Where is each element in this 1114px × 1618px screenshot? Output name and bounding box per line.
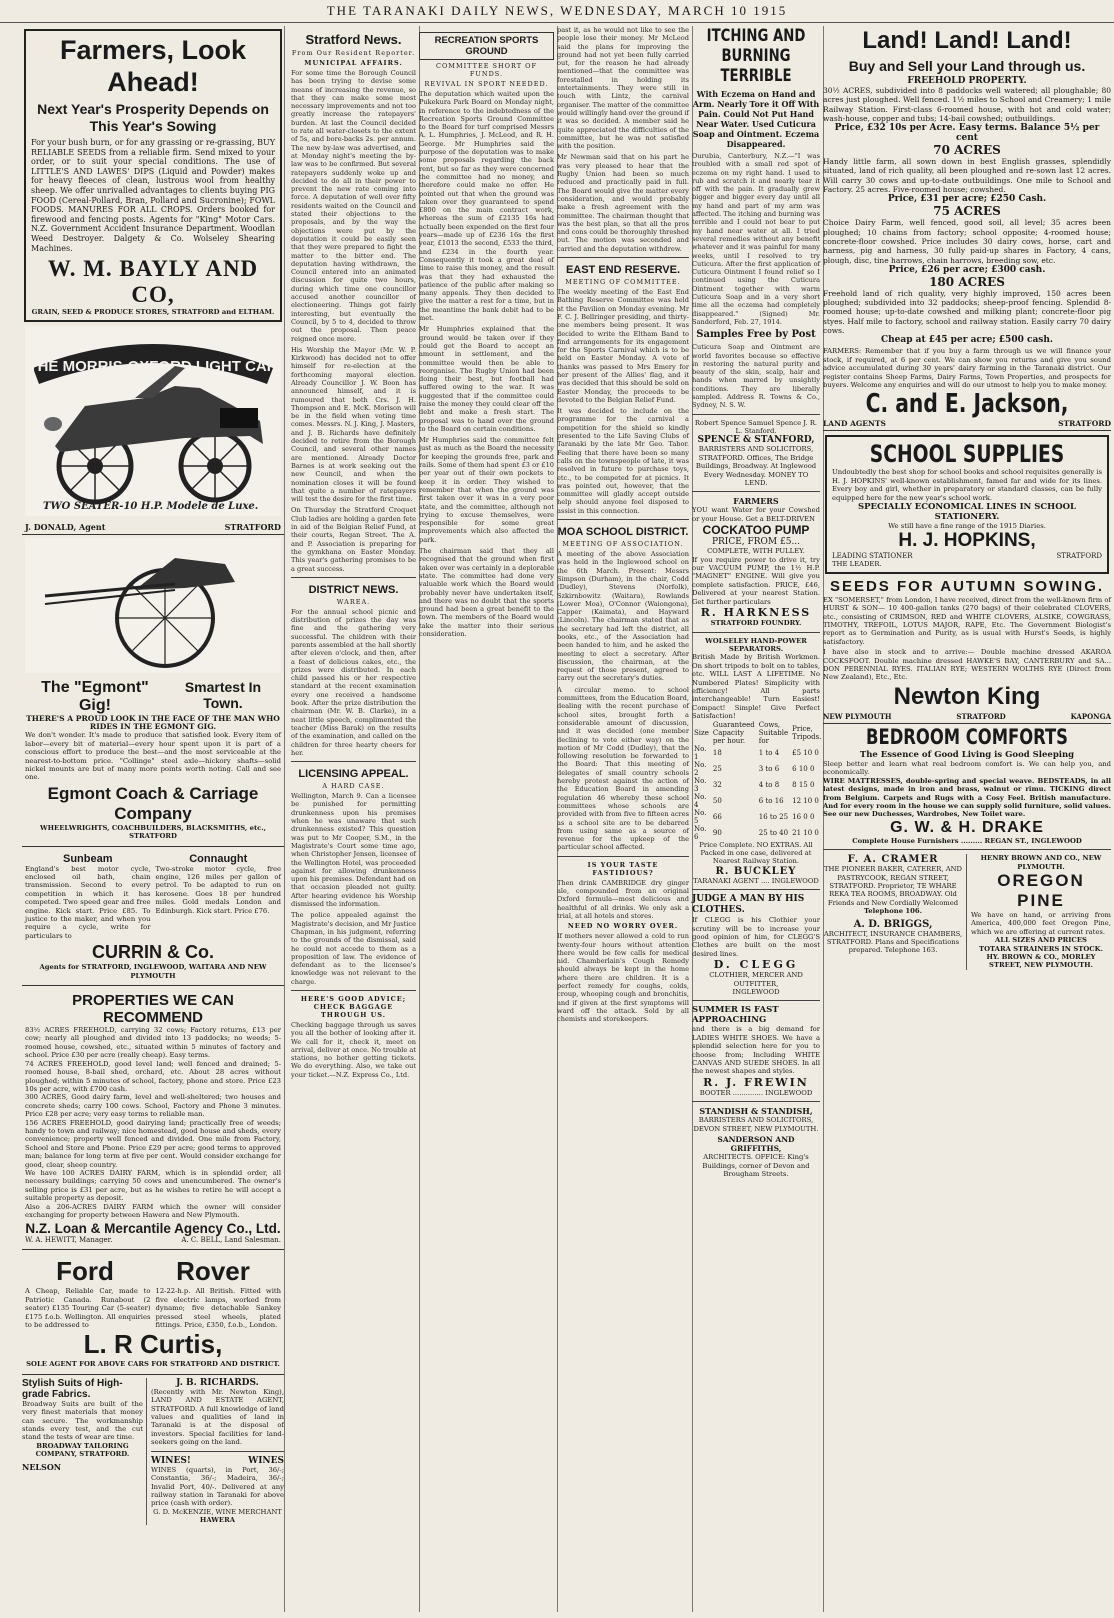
price-3: Price, £26 per acre; £300 cash. bbox=[888, 264, 1046, 275]
curtis-firm: L. R Curtis, bbox=[83, 1329, 223, 1360]
itching-title: ITCHING AND BURNING TERRIBLE bbox=[706, 26, 806, 86]
school-ad bbox=[825, 435, 1109, 573]
table-cell: 6 to 16 bbox=[758, 796, 784, 805]
table-cell: 50 bbox=[712, 796, 722, 805]
school-special: SPECIALLY ECONOMICAL LINES IN SCHOOL STATIONERY. bbox=[857, 502, 1076, 522]
gig-body: We don't wonder. It's made to produce that satisfied look. Every item of labor—every bit of material—every hour spent upon it is part of a conscious effort to produce the best—and the most serviceable at the nearest-to-bottom price. "Collinge" steel axle—hickory shafts—solid nickel mounts are but of many more points worth noting. Call and see one. bbox=[25, 731, 281, 782]
foundry: STRATFORD FOUNDRY. bbox=[710, 619, 802, 628]
wines-body: WINES (quarts), in Port, 36/-; Constantia, 36/-; Madeira, 36/-; Invalid Port, 40/-. Delivered at any railway station in Taranaki for above price (cash with order). bbox=[150, 1465, 284, 1508]
summer-body: and there is a big demand for LADIES WHITE SHOES. We have a splendid selection here for you to choose from; Including WHITE CANVAS AND SUEDE SHOES. In all the newest shapes and styles. bbox=[692, 1025, 820, 1076]
wolseley-body: British Made by British Workmen. On short tripods to bolt on to tables, etc. WILL LAST A LIFETIME. No Numbered Plates! Simplicity with efficiency! All parts interchangeable! Turn Easiest! Compact! Simple! Give Perfect Satisfaction! bbox=[692, 653, 820, 721]
price-2: Price, £31 per acre; £250 Cash. bbox=[887, 194, 1047, 205]
east-end-article-1: The weekly meeting of the East End Bathing Reserve Committee was held at the Pavilion on Monday evening. Mr F. C. J. Bellringer presiding, and thirty-one members being present. It was decided to write the Eltham Band to find arrangements for its engagement for the Sports Carnival which is to be held on Easter Monday. A vote of thanks was passed to Mrs Emery for her present of the Allies' flag, and it was decided that this should be sold on Easter Monday, the proceeds to be devoted to the Belgian Relief Fund. bbox=[557, 288, 689, 404]
moa-article-1: A meeting of the above Association was held in the Inglewood school on the 6th March. Present: Messrs Simpson (Durham), in the chair, Codd (Dudley), Stevens (Norfolk), Szkirnbowitz (Waitara), Rowlands (Lower Moa), O'Connor (Waiongona), Capper (Kaimata), and Hayward (Lincoln). The chairman stated that as the secretary had left the district, all books, etc., of the Association had been handed to him, and he asked the meeting to elect a secretary. After discussion, the chairman, at the request of those present, agreed to carry out the secretary's duties. bbox=[557, 550, 689, 683]
separator-table bbox=[692, 721, 823, 841]
tailoring-firm: BROADWAY TAILORING COMPANY, STRATFORD. bbox=[35, 1441, 130, 1459]
table-row bbox=[692, 825, 823, 841]
footer-note: NELSON bbox=[22, 1461, 62, 1472]
bedroom-title: BEDROOM COMFORTS bbox=[866, 724, 1068, 749]
land-item-2: Handy little farm, all sown down in best English grasses, splendidly situated, land of rich quality, all been ploughed and re-sown last 12 acres. Will carry 30 cows and up-to-date outbuildings. One mile to School and Factory. 25 acres. Five-roomed house; cowshed. bbox=[823, 157, 1111, 195]
properties-ad bbox=[22, 989, 284, 1250]
licensing-article-1: Wellington, March 9. Can a licensee be punished for permitting drunkenness upon his premises when he was unaware that such drunkenness existed? This question was put to Mr Cooper, S.M., in the Magistrate's Court some time ago, when Christopher Jensen, licensee of the Wellington Hotel, was proceeded against for allowing drunkenness upon his premises. Defendant had on that occasion pleaded not guilty. After hearing evidence his Worship dismissed the information. bbox=[291, 792, 416, 909]
oregon-body: We have on hand, or arriving from America, 400,000 feet Oregon Pine, which we are offering at current rates. bbox=[971, 910, 1111, 936]
nzloan-firm: N.Z. Loan & Mercantile Agency Co., Ltd. bbox=[25, 1221, 281, 1237]
curtis-footer: SOLE AGENT FOR ABOVE CARS FOR STRATFORD AND DISTRICT. bbox=[26, 1360, 280, 1369]
sunbeam-body: England's best motor cycle, enclosed oil bath, chain transmission. Second to every competition in which it has competed. Two speed gear and free engine. Kick start. Price £85. To justice to the maker, and when you require a cycle, write for particulars to bbox=[25, 864, 151, 940]
briggs: A. D. BRIGGS, bbox=[853, 918, 933, 930]
municipal-article-2: His Worship the Mayor (Mr. W. P. Kirkwood) has decided not to offer himself for re-election at the forthcoming mayoral election. Already Councillor J. W. Boon has announced himself, and it is rumoured that both Crs. J. H. Thompson and E. McK. Morison will be in the field when voting time comes. Messrs. N. J. King, J. Masters, and J. B. Richards have definitely decided to retire from the Borough Council, and several other names are mentioned. Already Doctor Barnes is at work seeking out the new Council, and when the nomination closes it will be found that quite a number of ratepayers will test the desire for the first time. bbox=[291, 345, 416, 504]
property-1: 83½ ACRES FREEHOLD, carrying 32 cows; Factory returns, £13 per cow; nearly all ploughed and divided into 13 paddocks; no weeds; 5-roomed house, cowshed, etc., situated within 5 minutes of factory and school. Price £30 per acre (really cheap). Easy terms. bbox=[25, 1026, 281, 1060]
sanderson: SANDERSON AND GRIFFITHS, bbox=[717, 1135, 795, 1154]
cycles-ad bbox=[22, 850, 284, 986]
seeds-body: EX "SOMERSET," from London, I have received, direct from the well-known firm of HURST & SON— 10 400-gallon tanks (270 bags) of their celebrated CLOVERS, etc., consisting of CRIMSON, RED and WHITE CLOVERS, ALSIKE, COWGRASS, TIMOTHY, TREFOIL, LOTUS MAJOR, RAPE, Etc. The Government Biologist's report as to Germination and Purity, as is usual with Hurst's Seeds, is highly satisfactory. bbox=[823, 595, 1111, 646]
gig-drawing bbox=[25, 538, 281, 673]
gig-name: The "Egmont" Gig! bbox=[41, 678, 149, 714]
seeds-stock: I have also in stock and to arrive:— Double machine dressed AKAROA COCKSFOOT. Double machine dressed HAWKE'S BAY, CANTERBURY and SA... DON PERENNIAL RYES. ITALIAN RYE; WESTERN WOLTHS RYE (Direct from New Zealand), Etc., Etc. bbox=[823, 648, 1111, 682]
connaught-body: Two-stroke motor cycle, free engine, 126 miles per gallon of petrol. To be adapted to run on kerosene. Goes 18 per hundred miles. Gold medals London and Edinburgh. Kick start. Price £76. bbox=[155, 864, 281, 915]
car-town: STRATFORD bbox=[224, 521, 281, 532]
car-illustration bbox=[25, 326, 281, 516]
land-item-4: Freehold land of rich quality, very highly improved, 150 acres been ploughed; subdivided into 32 paddocks; sheep-proof fencing. Splendid 8-roomed house; up-to-date cowshed and milking plant; concrete-floor pig styes. Half mile to factory, school and railway station. Easily carry 70 dairy cows. bbox=[823, 288, 1111, 336]
table-cell: 25 to 40 bbox=[758, 828, 789, 837]
licensing-sub: A HARD CASE. bbox=[322, 782, 385, 791]
car-model: TWO SEATER-10 H.P. Modele de Luxe. bbox=[43, 500, 259, 512]
farmers-sub: Next Year's Prosperity Depends on This Year's Sowing bbox=[37, 101, 269, 134]
car-banner: THE MORRIS-OXFORD LIGHT CAR bbox=[28, 357, 278, 375]
jackson-right: STRATFORD bbox=[1058, 419, 1111, 429]
worry-title: NEED NO WORRY OVER. bbox=[567, 922, 679, 931]
wines-title-right: WINES bbox=[248, 1455, 284, 1466]
hopkins-town: STRATFORD bbox=[1056, 552, 1102, 561]
pump-sub: COMPLETE, WITH PULLEY. bbox=[707, 547, 805, 556]
wines-town: HAWERA bbox=[199, 1516, 236, 1525]
drake-firm: G. W. & H. DRAKE bbox=[890, 818, 1044, 836]
farmers-title-c5: FARMERS bbox=[733, 496, 779, 507]
table-head-cell: Size bbox=[694, 728, 709, 737]
currin-agents: Agents for STRATFORD, INGLEWOOD, WAITARA AND NEW PLYMOUTH bbox=[39, 963, 267, 980]
stratford-byline: From Our Resident Reporter. bbox=[291, 49, 416, 57]
clegg: D. CLEGG bbox=[713, 958, 799, 972]
municipal-section: MUNICIPAL AFFAIRS. bbox=[304, 59, 403, 67]
nzloan-manager: W. A. HEWITT, Manager. bbox=[25, 1236, 113, 1245]
land-sub: Buy and Sell your Land through us. bbox=[848, 58, 1086, 74]
briggs-body: ARCHITECT, INSURANCE CHAMBERS, STRATFORD. Plans and Specifications prepared. Telephone 163. bbox=[823, 929, 963, 955]
table-note: Price Complete. NO EXTRAS. All Packed in one case, delivered at Nearest Railway Station. bbox=[699, 840, 813, 866]
table-cell: No. 6 bbox=[694, 824, 707, 841]
farmers-title: Farmers, Look Ahead! bbox=[59, 35, 247, 97]
harkness: R. HARKNESS bbox=[700, 606, 812, 620]
tailoring-title: Stylish Suits of High-grade Fabrics. bbox=[22, 1377, 123, 1400]
recreation-article-2: Mr Humphries explained that the ground would be taken over if they could get the Board to accept an amount in settlement, and the committee would then be able to reorganise. The Rugby Union had been doing their best, but football had suffered owing to the war. It was suggested that if the committee could raise the money they could clear off the debt and make a fresh start. The proposal was to hand over the ground to the Board on certain conditions. bbox=[419, 325, 554, 433]
gig-tag: Smartest In Town. bbox=[184, 678, 262, 711]
licensing-article-2: The police appealed against the Magistrate's decision, and Mr Justice Chapman, in his judgment, referring to the grounds of the dismissal, said he could not accede to them as a proposition of law. The evidence of defendant as to the licensee's knowledge was not relevant to the charge. bbox=[291, 911, 416, 986]
standish-body: BARRISTERS AND SOLICITORS, DEVON STREET, NEW PLYMOUTH. bbox=[693, 1116, 819, 1133]
school-body: Undoubtedly the best shop for school books and school requisites generally is H. J. HOPKINS' well-known establishment, famed far and wide for its lines. Every boy and girl, whether in preparatory or standard classes, can be fully equipped here for the new year's school work. bbox=[832, 468, 1102, 502]
sanderson-body: ARCHITECTS. OFFICE: King's Buildings, corner of Devon and Brougham Streets. bbox=[702, 1153, 810, 1178]
moa-article-2: A circular memo. to school committees, from the Education Board, dealing with the recent purchase of school sites, brought forth a considerable amount of discussion, and it was decided (one member declining to vote either way) on the motion of Mr Codd (Dudley), that the following resolution be forwarded to the Board: That this meeting of delegates of small country schools hereby protest against the action of the Education Board in amending regulation 46 whereby these school committees whose schools are provided with from five to fifteen acres as a school site are to be debarred from using same as a source of revenue for the upkeep of the particular school affected. bbox=[557, 685, 689, 852]
table-cell: 16 to 25 bbox=[758, 812, 789, 821]
hbrown: HY. BROWN & CO., MORLEY STREET, NEW PLYMOUTH. bbox=[986, 952, 1096, 970]
properties-title: PROPERTIES WE CAN RECOMMEND bbox=[72, 992, 234, 1027]
recreation-sub-2: REVIVAL IN SPORT NEEDED. bbox=[424, 80, 549, 88]
rover-title: Rover bbox=[176, 1256, 250, 1287]
table-cell: No. 1 bbox=[694, 744, 707, 761]
bedroom-body: Sleep better and learn what real bedroom comfort is. We can help you, and economically. bbox=[823, 759, 1111, 777]
municipal-article-1: For some time the Borough Council has been trying to devise some means of increasing the revenue, so that they can make some most necessary improvements and not too greatly increase the ratepayers' burden. At last the Council decided to rate all water-closets to the extent of 5s, and bore-backs 2s. per annum. The new by-law was advertised, and at Monday night's meeting the by-law was to be confirmed. But several ratepayers suddenly woke up and decided to do all in their power to prevent the new rate coming into force. A deputation of well over fifty residents waited on the Council and stated their objections to the proposals, and by the way the objections were put by the deputation it could be easily seen that they were prepared to fight the matter to the bitter end. The deputation having withdrawn, the Council entered into an animated discussion for quite two hours, during which time one councillor accused another councillor of electioneering. Things got fairly interesting, but eventually the Council, by 5 to 4, decided to throw out the proposal. Then peace reigned once more. bbox=[291, 69, 416, 343]
farmers-intro: YOU want Water for your Cowshed or your House. Get a BELT-DRIVEN bbox=[692, 506, 820, 523]
table-row bbox=[692, 809, 823, 825]
municipal-article-3: On Thursday the Stratford Croquet Club ladies are holding a garden fete in aid of the Belgian Relief Fund, at their courts, Regan Street. The A. and P. Association is preparing for the gymkhana on Easter Monday. This year's gathering promises to be a great success. bbox=[291, 506, 416, 573]
moa-sub: MEETING OF ASSOCIATION. bbox=[562, 540, 684, 549]
connaught-title: Connaught bbox=[189, 852, 248, 865]
currin-firm: CURRIN & Co. bbox=[92, 942, 214, 963]
recreation-sub-1: COMMITTEE SHORT OF FUNDS. bbox=[436, 62, 537, 78]
pump-title: COCKATOO PUMP bbox=[702, 523, 810, 538]
pump-price: PRICE, FROM £5... bbox=[711, 537, 801, 548]
table-cell: No. 2 bbox=[694, 760, 707, 777]
freehold-title: FREEHOLD PROPERTY. bbox=[907, 76, 1027, 86]
acres-70: 70 ACRES bbox=[933, 143, 1001, 158]
jackson-left: LAND AGENTS bbox=[823, 419, 886, 429]
column-3 bbox=[416, 26, 558, 1612]
car-agent: J. DONALD, Agent bbox=[25, 521, 106, 532]
table-row bbox=[692, 745, 823, 761]
table-head-cell: Price, Tripods. bbox=[792, 724, 822, 741]
newton-left: NEW PLYMOUTH bbox=[823, 711, 892, 721]
table-cell: 25 bbox=[712, 764, 722, 773]
school-title: SCHOOL SUPPLIES bbox=[869, 440, 1065, 469]
school-diaries: We still have a fine range of the 1915 Diaries. bbox=[888, 522, 1046, 530]
east-end-title: EAST END RESERVE. bbox=[565, 264, 681, 277]
table-cell: 1 to 4 bbox=[758, 748, 780, 757]
table-cell: No. 3 bbox=[694, 776, 707, 793]
gig-ad bbox=[22, 676, 284, 847]
tailoring-body: Broadway Suits are built of the very finest materials that money can secure. The workmanship stands every test, and the cut stand the tests of wear are time. bbox=[22, 1399, 143, 1442]
itching-sub: With Eczema on Hand and Arm. Nearly Tore it Off With Pain. Could Not Put Hand Near Water. Used Cuticura Soap and Ointment. Eczema Disappeared. bbox=[692, 89, 820, 149]
acres-75: 75 ACRES bbox=[933, 204, 1001, 219]
property-5: We have 100 ACRES DAIRY FARM, which is in splendid order, all necessary buildings; carrying 50 cows and unencumbered. The owner's selling price is £31 per acre, but as he wishes to retire he will accept a suitable property as deposit. bbox=[25, 1168, 281, 1203]
ford-rover-ad bbox=[22, 1253, 284, 1374]
frewin-trade: BOOTER .............. INGLEWOOD bbox=[699, 1088, 813, 1097]
price-1: Price, £32 10s per Acre. Easy terms. Balance 5½ per cent bbox=[834, 123, 1100, 144]
table-cell: 6 10 0 bbox=[792, 764, 815, 773]
cramer-phone: Telephone 106. bbox=[864, 907, 922, 916]
samples-title: Samples Free by Post bbox=[696, 329, 816, 341]
table-row bbox=[692, 761, 823, 777]
tailoring-ad bbox=[22, 1378, 147, 1525]
table-cell: 12 10 0 bbox=[792, 796, 819, 805]
baggage-title: HERE'S GOOD ADVICE; CHECK BAGGAGE THROUGH US. bbox=[300, 994, 407, 1019]
judge-body: If CLEGG is his Clothier your scrutiny will be to increase your good opinion of him, for CLEGG'S Clothes are built on the most desired lines. bbox=[692, 916, 820, 958]
east-end-sub: MEETING OF COMMITTEE. bbox=[565, 278, 681, 287]
column-6 bbox=[820, 26, 1114, 1612]
lawyers-body: BARRISTERS AND SOLICITORS, STRATFORD. Offices, The Bridge Buildings, Broadway. At Inglewood Every Wednesday. MONEY TO LEND. bbox=[695, 445, 817, 488]
table-cell: 21 10 0 bbox=[792, 828, 819, 837]
buckley-addr: TARANAKI AGENT .... INGLEWOOD bbox=[693, 876, 819, 885]
cramer-body: THE PIONEER BAKER, CATERER, AND PASTRYCOOK, REGAN STREET, STRATFORD. Proprietor, TE WHARE REKA TEA ROOMS, BROADWAY. Old Friends and New Cordially Welcomed bbox=[824, 865, 962, 907]
table-cell: 3 to 6 bbox=[758, 764, 780, 773]
newton-mid: STRATFORD bbox=[956, 711, 1006, 721]
bedroom-lines: WIRE MATTRESSES, double-spring and special weave. BEDSTEADS, in all latest designs, made in iron and brass, walnut or rimu. TICKING direct from Belgium. Carpets and Rugs with a Cosy Feel. British manufacture. And for every room in the house we can supply solid furniture, solid values. See our new Duchesses, Wardrobes, New Toilet ware. bbox=[823, 776, 1111, 819]
taste-title: IS YOUR TASTE FASTIDIOUS? bbox=[587, 860, 659, 877]
masthead: THE TARANAKI DAILY NEWS, WEDNESDAY, MARCH 10 1915 bbox=[0, 0, 1114, 23]
lawyers-firm: SPENCE & STANFORD, bbox=[697, 435, 815, 446]
table-cell: 8 15 0 bbox=[792, 780, 815, 789]
table-cell: 32 bbox=[712, 780, 722, 789]
land-title: Land! Land! Land! bbox=[862, 27, 1072, 54]
baggage-article: Checking baggage through us saves you all the bother of looking after it. We call for it, check it, meet on arrival, deliver at once. No trouble at stations, no bother getting tickets. We do everything. Also, we take out your ticket.—N.Z. Express Co., Ltd. bbox=[291, 1020, 416, 1079]
worry-article: If mothers never allowed a cold to run twenty-four hours without attention there would be few calls for medical aid. Chamberlain's Cough Remedy should always be kept in the home where there are children. It is a perfect remedy for coughs, colds, croup, whooping cough and bronchitis, and if given at the first symptoms will ward off the attack. Sold by all chemists and storekeepers. bbox=[557, 932, 689, 1024]
warea-place: WAREA. bbox=[336, 597, 371, 606]
wolseley-title: WOLSELEY HAND-POWER SEPARATORS. bbox=[705, 636, 807, 653]
wines-firm: G. D. McKENZIE, WINE MERCHANT bbox=[153, 1507, 282, 1516]
hopkins-the: THE LEADER. bbox=[832, 560, 882, 569]
hopkins-sub: LEADING STATIONER bbox=[832, 552, 913, 561]
table-head-cell: Cows, Suitable for bbox=[758, 720, 789, 745]
east-end-article-2: It was decided to include on the programme for the carnival a competition for the shield so kindly presented to the Life Saving Clubs of Taranaki by the late Mr Geo. Tabor. Feeling that there have been so many calls on the townspeople of late, it was resolved in future to purchase toys, etc., to be competed for at picnics. It was pointed out, however, that the committee will gladly accept outside help should anyone feel disposed to assist in this connection. bbox=[557, 407, 689, 515]
table-cell: 4 to 8 bbox=[758, 780, 780, 789]
table-cell: 18 bbox=[712, 748, 722, 757]
warea-article: For the annual school picnic and distribution of prizes the day was fine and the gathering very successful. The children with their parents assembled at the hall shortly after eleven o'clock, and then, after a feast of delicious cakes, etc., the prizes were distributed. In each child passed his or her respective standard at the recent examination every one received a handsome book. After the prize distribution the chairman (Mr. W. B. Clarke), in a neat little speech, complimented the teacher (Miss Barak) on the results of the examination, and called on the children for three hearty cheers for her. bbox=[291, 607, 416, 757]
table-cell: £5 10 0 bbox=[792, 748, 819, 757]
lawyers-names: Robert Spence Samuel Spence J. R. L. Stanford. bbox=[694, 418, 818, 436]
table-head-cell: Guaranteed Capacity per hour. bbox=[712, 720, 755, 745]
itching-body: Ourubia, Canterbury, N.Z.—"I was troubled with a small red spot of eczema on my right hand. I used to rub and scratch it and nearly tear it off with the pain. It gradually grew bigger and bigger every day until all my hand and part of my arm was affected. The itching and burning was terrible and I could not bear to put my hand near water at all. I tried several remedies without any benefit whatever and it was painful for many weeks, until I resolved to try Cuticura. After the first application of Cuticura Ointment I found relief so I continued using the Cuticura Ointment together with warm Cuticura Soap and in a very short time all the eczema had completely disappeared." (Signed) Mr. Sanderford, Feb. 27, 1914. bbox=[692, 152, 820, 326]
pump-body: If you require power to drive it, try our VACUUM PUMP, the 1½ H.P. "MAGNET" ENGINE. Will give you complete satisfaction. PRICE, £46, Delivered at your nearest Station. Get further particulars bbox=[692, 555, 820, 606]
column-2 bbox=[288, 26, 420, 1612]
bedroom-sub: The Essence of Good Living is Good Sleeping bbox=[859, 749, 1075, 760]
sizes: ALL SIZES AND PRICES bbox=[995, 936, 1087, 945]
clegg-trade: CLOTHIER, MERCER AND OUTFITTER, bbox=[709, 971, 803, 988]
buckley: R. BUCKLEY bbox=[715, 865, 797, 877]
property-4: 156 ACRES FREEHOLD, good dairying land; practically free of weeds; handy to town and railway; nice homestead, good house and sheds, every convenience; property well fenced and divided. One mile from Factory, School and Store and Phone. Price £29 per acre; good terms to approved man; balance for long term at five per cent. Would consider exchange for good, clear, sheep country. bbox=[25, 1118, 281, 1169]
ford-body: A Cheap, Reliable Car, made to Patriotic Canada. Runabout (2 seater) £135 Touring Car (5-seater) £175 f.o.b. Wellington. All enquiries to be addressed to bbox=[25, 1287, 151, 1330]
hopkins-firm: H. J. HOPKINS, bbox=[898, 530, 1036, 552]
farmers-footer: GRAIN, SEED & PRODUCE STORES, STRATFORD and ELTHAM. bbox=[31, 308, 275, 317]
table-cell: No. 5 bbox=[694, 808, 707, 825]
summer-title: SUMMER IS FAST APPROACHING bbox=[692, 1005, 779, 1026]
taste-article: Then drink CAMBRIDGE dry ginger ale, compounded from an original Oxford formula—most delicious and healthful of all drinks. We only ask a trial, at all hotels and stores. bbox=[557, 878, 689, 920]
column-5 bbox=[689, 26, 824, 1612]
farmers-note: FARMERS: Remember that if you buy a farm through us we will finance your stock, if required, at 6 per cent. We can show you returns and give you sound advice accumulated during 30 years' dairy farming in the Taranaki district. Our register contains Sheep Farms, Dairy Farms, Town Properties, and prospects for buyers. Welcome any enquiries and will do our utmost to help you to make money. bbox=[823, 347, 1111, 389]
land-item-3: Choice Dairy Farm, well fenced, good soil, all level; 35 acres been ploughed; 10 chains from factory; school opposite; 4-roomed house; concrete-floor cowshed. Price includes 30 dairy cows, horse, cart and harness, pig and harness, 30 fully paid-up shares in Factory, 4 cans, plough, disc, tine harrows, chain harrows, breeding sow, etc. bbox=[823, 218, 1111, 265]
newton-king: Newton King bbox=[893, 682, 1041, 710]
gig-trades: WHEELWRIGHTS, COACHBUILDERS, BLACKSMITHS, etc., STRATFORD bbox=[39, 823, 266, 841]
property-2: 74 ACRES FREEHOLD, good level land; well fenced and drained; 5-roomed house, 8-bail shed, orchard, etc. About 28 acres without ploughed; within 5 minutes of school, factory, phone and store. Price £23 10s per acre, with £700 cash. bbox=[25, 1059, 281, 1093]
column-1 bbox=[22, 26, 285, 1612]
farmers-firm: W. M. BAYLY AND CO, bbox=[47, 256, 259, 308]
district-news-title: DISTRICT NEWS. bbox=[308, 583, 399, 596]
samples-body: Cuticura Soap and Ointment are world favorites because so effective in restoring the natural purity and beauty of the skin, scalp, hair and hands when marred by unsightly conditions. They are liberally sampled. Address R. Towns & Co., Sydney, N. S. W. bbox=[692, 343, 820, 410]
recreation-article-3: Mr Humphries said the committee felt just as much as the Board the necessity for keeping the grounds free, park and rails. Some of them had spent £3 or £10 per year out of their own pockets to keep it in order. They wished to remember that when the ground was first taken over it was in a very poor state, and the committee, although not trying to excuse themselves, were responsible for some great improvements which also affected the park. bbox=[419, 436, 554, 544]
car-drawing bbox=[25, 326, 281, 516]
oregon-head: HENRY BROWN AND CO., NEW PLYMOUTH. bbox=[980, 854, 1102, 871]
table-row bbox=[692, 793, 823, 809]
nzloan-salesman: A. C. BELL, Land Salesman. bbox=[181, 1236, 281, 1245]
table-row bbox=[692, 777, 823, 793]
table-cell: No. 4 bbox=[694, 792, 707, 809]
judge-title: JUDGE A MAN BY HIS CLOTHES. bbox=[692, 894, 805, 916]
licensing-title: LICENSING APPEAL. bbox=[298, 768, 409, 781]
land-item-1: 30½ ACRES, subdivided into 8 paddocks well watered; all ploughable; 80 acres just ploughed. Well fenced. 1½ miles to School and Creamery; 1 mile Railway Station. First-class 6-roomed house, with hot and cold water; wash-house, copper and tubs; 14-bail cowshed; outbuildings. bbox=[823, 86, 1111, 123]
farmers-ad bbox=[24, 29, 282, 322]
standish-firm: STANDISH & STANDISH, bbox=[699, 1106, 813, 1117]
newton-right: KAPONGA bbox=[1070, 711, 1111, 721]
recreation-continued-1: past it, as he would not like to see the people lose their money. Mr McLeod said the plans for improving the ground had not yet been fully carried out, for the reason he had already mentioned—that the committee was forestalled in holding its entertainments. They were still in touch with Lintz, the carnival organiser. The matter of the committee would willingly hand over the ground if it was so decided. A member said he quite appreciated the difficulties of the committee, but he was not satisfied with the position. bbox=[557, 26, 689, 151]
recreation-title: RECREATION SPORTS GROUND bbox=[419, 32, 554, 60]
clegg-town: INGLEWOOD bbox=[732, 988, 780, 997]
strainers: TOTARA STRAINERS IN STOCK. bbox=[979, 944, 1103, 953]
gig-pride: THERE'S A PROUD LOOK IN THE FACE OF THE MAN WHO RIDES IN THE EGMONT GIG. bbox=[26, 713, 280, 731]
cramer: F. A. CRAMER bbox=[847, 854, 939, 866]
wines-title-left: WINES! bbox=[150, 1455, 191, 1466]
jackson-firm: C. and E. Jackson, bbox=[865, 389, 1069, 420]
column-4 bbox=[554, 26, 693, 1612]
property-3: 300 ACRES, Good dairy farm, level and well-sheltered; two houses and concrete sheds; carry 100 cows. School, Factory and Phone 3 minutes. Price £28 per acre; very easy terms to reliable man. bbox=[25, 1093, 281, 1119]
ford-title: Ford bbox=[56, 1256, 114, 1287]
recreation-article-1: The deputation which waited upon the Pukekura Park Board on Monday night, in reference to the indebtedness of the Recreation Sports Ground Committee to the Board for turf comprised Messrs A. L. Humphries, J. McLeod, and R. H. George. Mr Humphries said the purpose of the deputation was to make some proposals regarding the back rent, but so far as they were concerned the committee had no money, and therefore could make no offer. He pointed out that when the ground was taken over they guaranteed to spend £800 on the main contract work, whereas the sum of £2135 16s had actually been expended on the first four years—made up of £236 16s the first year, £1013 the second, £533 the third, and £234 in the fourth year. Consequently it took a great deal of time to raise this money, and the result was that they had exhausted the patience of the public after making so many appeals. They then decided to give the matter a rest for a time, but in the meantime the bank debit had to be met. bbox=[419, 90, 554, 323]
frewin: R. J. FREWIN bbox=[703, 1075, 809, 1089]
recreation-article-4: The chairman said that they all recognised that the ground when first taken over was certainly in a deplorable state. The committee had done very valuable work which the Board would probably never have undertaken itself, and there was no doubt that the sports ground had been a great benefit to the town. The members of the Board would take the matter into their serious consideration. bbox=[419, 547, 554, 638]
drake-sub: Complete House Furnishers ......... REGAN ST., INGLEWOOD bbox=[852, 836, 1082, 845]
rover-body: 12-22-h.p. All British. Fitted with five electric lamps, worked from dynamo; five detachable Sankey pressed steel wheels, plated fittings. Price, £350, f.o.b., London. bbox=[155, 1287, 281, 1330]
table-header bbox=[692, 721, 823, 745]
price-4: Cheap at £45 per acre; £500 cash. bbox=[880, 335, 1054, 346]
gig-firm: Egmont Coach & Carriage Company bbox=[47, 783, 259, 823]
moa-title: MOA SCHOOL DISTRICT. bbox=[557, 526, 689, 539]
acres-180: 180 ACRES bbox=[929, 274, 1005, 289]
richards-name: J. B. RICHARDS. bbox=[176, 1377, 259, 1388]
gig-illustration bbox=[25, 538, 281, 673]
table-cell: 66 bbox=[712, 812, 722, 821]
seeds-title: SEEDS FOR AUTUMN SOWING. bbox=[829, 577, 1105, 595]
sunbeam-title: Sunbeam bbox=[62, 852, 113, 865]
table-cell: 16 0 0 bbox=[792, 812, 815, 821]
table-cell: 90 bbox=[712, 828, 722, 837]
recreation-continued-2: Mr Newman said that on his part he was very pleased to hear that the Rugby Union had been so much reduced and practically paid in full. The Board would give the matter every consideration, and would probably make a fresh agreement with the committee. The chairman thought that was the best plan, so that all the pros and cons could be thoroughly threshed out. The motion was seconded and carried and the deputation withdrew. bbox=[557, 153, 689, 253]
richards-body: (Recently with Mr. Newton King), LAND AND ESTATE AGENT, STRATFORD. A full knowledge of land values and qualities of land in Taranaki is at the disposal of investors. Special facilities for land-seekers going on the land. bbox=[150, 1387, 284, 1447]
car-agent-line bbox=[22, 520, 284, 535]
farmers-body: For your bush burn, or for any grassing or re-grassing, BUY RELIABLE SEEDS from a reliable firm. Send mixed to your order, or to suit your special conditions. The use of LITTLE'S AND LAWES' DIPS (Liquid and Powder) makes for heavy fleeces of clean, lustrous wool from healthy sheep. We offer unrivalled advantages to clients buying PIG FOOD (Cereal-Pollard, Bran, Pollard and Sucronine); FOWL FOODS. MANURES FOR ALL CROPS. Orders booked for firewood and fencing posts. Agents for "King" Motor Cars. N.Z. Government Accident Insurance Department. Woodlan Weed Destroyer. Dalgety & Co. Wolseley Shearing Machines. bbox=[31, 138, 275, 253]
oregon-title: OREGON PINE bbox=[997, 870, 1085, 910]
stratford-news-title: Stratford News. bbox=[305, 32, 402, 47]
property-6: Also a 206-ACRES DAIRY FARM which the owner will consider exchanging for property between Hawera and New Plymouth. bbox=[25, 1202, 281, 1219]
